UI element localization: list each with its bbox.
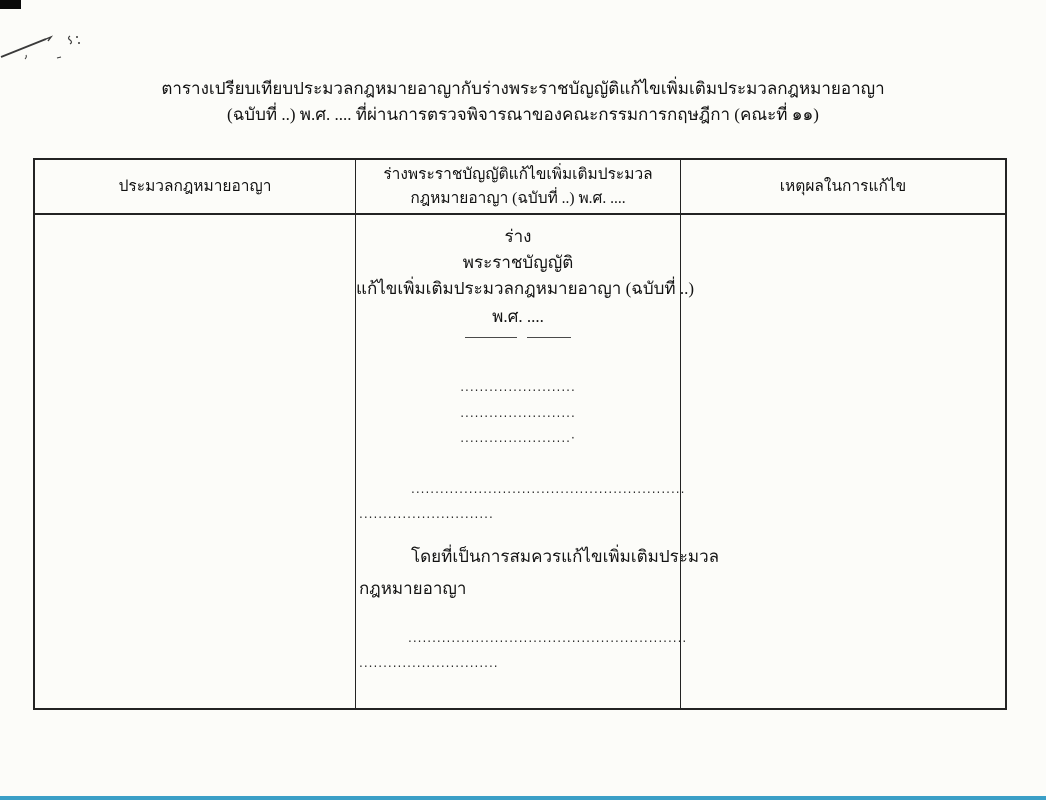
table-header-row	[35, 160, 1005, 215]
header-draft-act	[355, 160, 680, 213]
header-amendment-reason-text: เหตุผลในการแก้ไข	[779, 177, 907, 195]
cell-reason-empty	[680, 215, 1005, 708]
dotted-line-1: ........................	[460, 380, 576, 394]
bottom-edge-line	[0, 796, 1046, 800]
header-current-law	[35, 160, 355, 213]
draft-heading-act: พระราชบัญญัติ	[462, 253, 574, 272]
header-current-law-text: ประมวลกฎหมายอาญา	[118, 177, 272, 195]
header-amendment-reason	[680, 160, 1005, 213]
table-body-row	[35, 215, 1005, 708]
dotted-paragraph-2-first: ..........................................................	[408, 631, 688, 645]
divider-segment-left	[465, 337, 517, 338]
dotted-paragraph-2-wrap: .............................	[359, 656, 499, 670]
recital-line-1: โดยที่เป็นการสมควรแก้ไขเพิ่มเติมประมวล	[411, 547, 720, 566]
header-draft-act-line-1: ร่างพระราชบัญญัติแก้ไขเพิ่มเติมประมวล	[383, 165, 653, 183]
title-line-2: (ฉบับที่ ..) พ.ศ. .... ที่ผ่านการตรวจพิจารณาของคณะกรรมการกฤษฎีกา (คณะที่ ๑๑)	[227, 105, 819, 124]
title-line-1: ตารางเปรียบเทียบประมวลกฎหมายอาญากับร่างพระราชบัญญัติแก้ไขเพิ่มเติมประมวลกฎหมายอาญา	[161, 79, 885, 98]
cell-current-law-empty	[35, 215, 355, 708]
scan-artifact-black-square	[0, 0, 21, 9]
dotted-line-2: ........................	[460, 406, 576, 420]
draft-heading-year: พ.ศ. ....	[492, 307, 544, 326]
draft-heading-rang: ร่าง	[504, 227, 532, 246]
dotted-paragraph-1-first: .........................................................	[411, 482, 686, 496]
draft-heading-amend: แก้ไขเพิ่มเติมประมวลกฎหมายอาญา (ฉบับที่ ..)	[356, 279, 695, 298]
header-draft-act-line-2: กฎหมายอาญา (ฉบับที่ ..) พ.ศ. ....	[410, 189, 626, 207]
dotted-paragraph-1-wrap: ............................	[359, 507, 494, 521]
recital-line-2: กฎหมายอาญา	[359, 579, 467, 598]
pen-mark-squiggle	[0, 28, 110, 68]
section-divider	[356, 337, 680, 338]
comparison-table	[33, 158, 1007, 710]
dotted-line-3: .......................·	[460, 431, 576, 445]
cell-draft-act	[355, 215, 720, 708]
document-title	[0, 76, 1046, 128]
divider-segment-right	[527, 337, 571, 338]
